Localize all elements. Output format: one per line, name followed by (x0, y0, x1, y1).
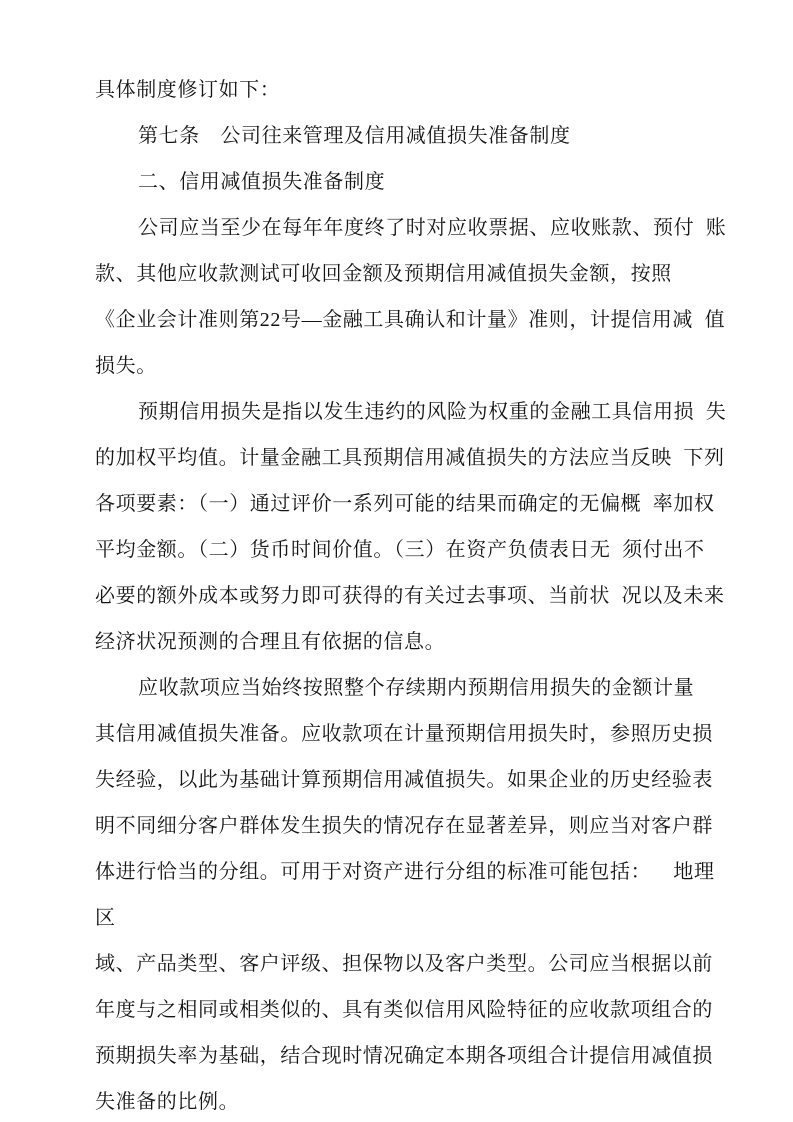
text-line-13: 经济状况预测的合理且有依据的信息。 (95, 631, 446, 653)
text-line-19: 域、产品类型、客户评级、担保物以及客户类型。公司应当根据以前 (95, 953, 713, 975)
text-line-10: 各项要素：（一）通过评价一系列可能的结果而确定的无偏概 率加权 (95, 493, 715, 515)
text-line-6: 《企业会计准则第22号—金融工具确认和计量》准则，计提信用减 值 (95, 309, 726, 331)
text-line-1: 具体制度修订如下： (95, 79, 281, 101)
text-line-9: 的加权平均值。计量金融工具预期信用减值损失的方法应当反映 下列 (95, 447, 725, 469)
document-body (95, 67, 727, 1122)
text-line-15: 其信用减值损失准备。应收款项在计量预期信用损失时，参照历史损 (95, 723, 713, 745)
text-line-17: 明不同细分客户群体发生损失的情况存在显著差异，则应当对客户群 (95, 815, 713, 837)
text-line-8: 预期信用损失是指以发生违约的风险为权重的金融工具信用损 失 (138, 401, 727, 423)
text-line-12: 必要的额外成本或努力即可获得的有关过去事项、当前状 况以及未来 (95, 585, 725, 607)
text-line-11: 平均金额。（二）货币时间价值。（三）在资产负债表日无 须付出不 (95, 539, 705, 561)
text-line-3: 二、信用减值损失准备制度 (138, 171, 386, 193)
text-line-16: 失经验，以此为基础计算预期信用减值损失。如果企业的历史经验表 (95, 769, 713, 791)
text-line-21: 预期损失率为基础，结合现时情况确定本期各项组合计提信用减值损 (95, 1045, 713, 1067)
text-line-14: 应收款项应当始终按照整个存续期内预期信用损失的金额计量 (138, 677, 695, 699)
text-line-20: 年度与之相同或相类似的、具有类似信用风险特征的应收款项组合的 (95, 999, 713, 1021)
text-line-22: 失准备的比例。 (95, 1091, 240, 1113)
text-line-7: 损失。 (95, 355, 157, 377)
text-line-4: 公司应当至少在每年年度终了时对应收票据、应收账款、预付 账 (138, 217, 727, 239)
text-line-2: 第七条 公司往来管理及信用减值损失准备制度 (138, 125, 571, 147)
text-line-18: 体进行恰当的分组。可用于对资产进行分组的标准可能包括： 地理区 (95, 861, 715, 929)
text-line-5: 款、其他应收款测试可收回金额及预期信用减值损失金额，按照 (95, 263, 672, 285)
